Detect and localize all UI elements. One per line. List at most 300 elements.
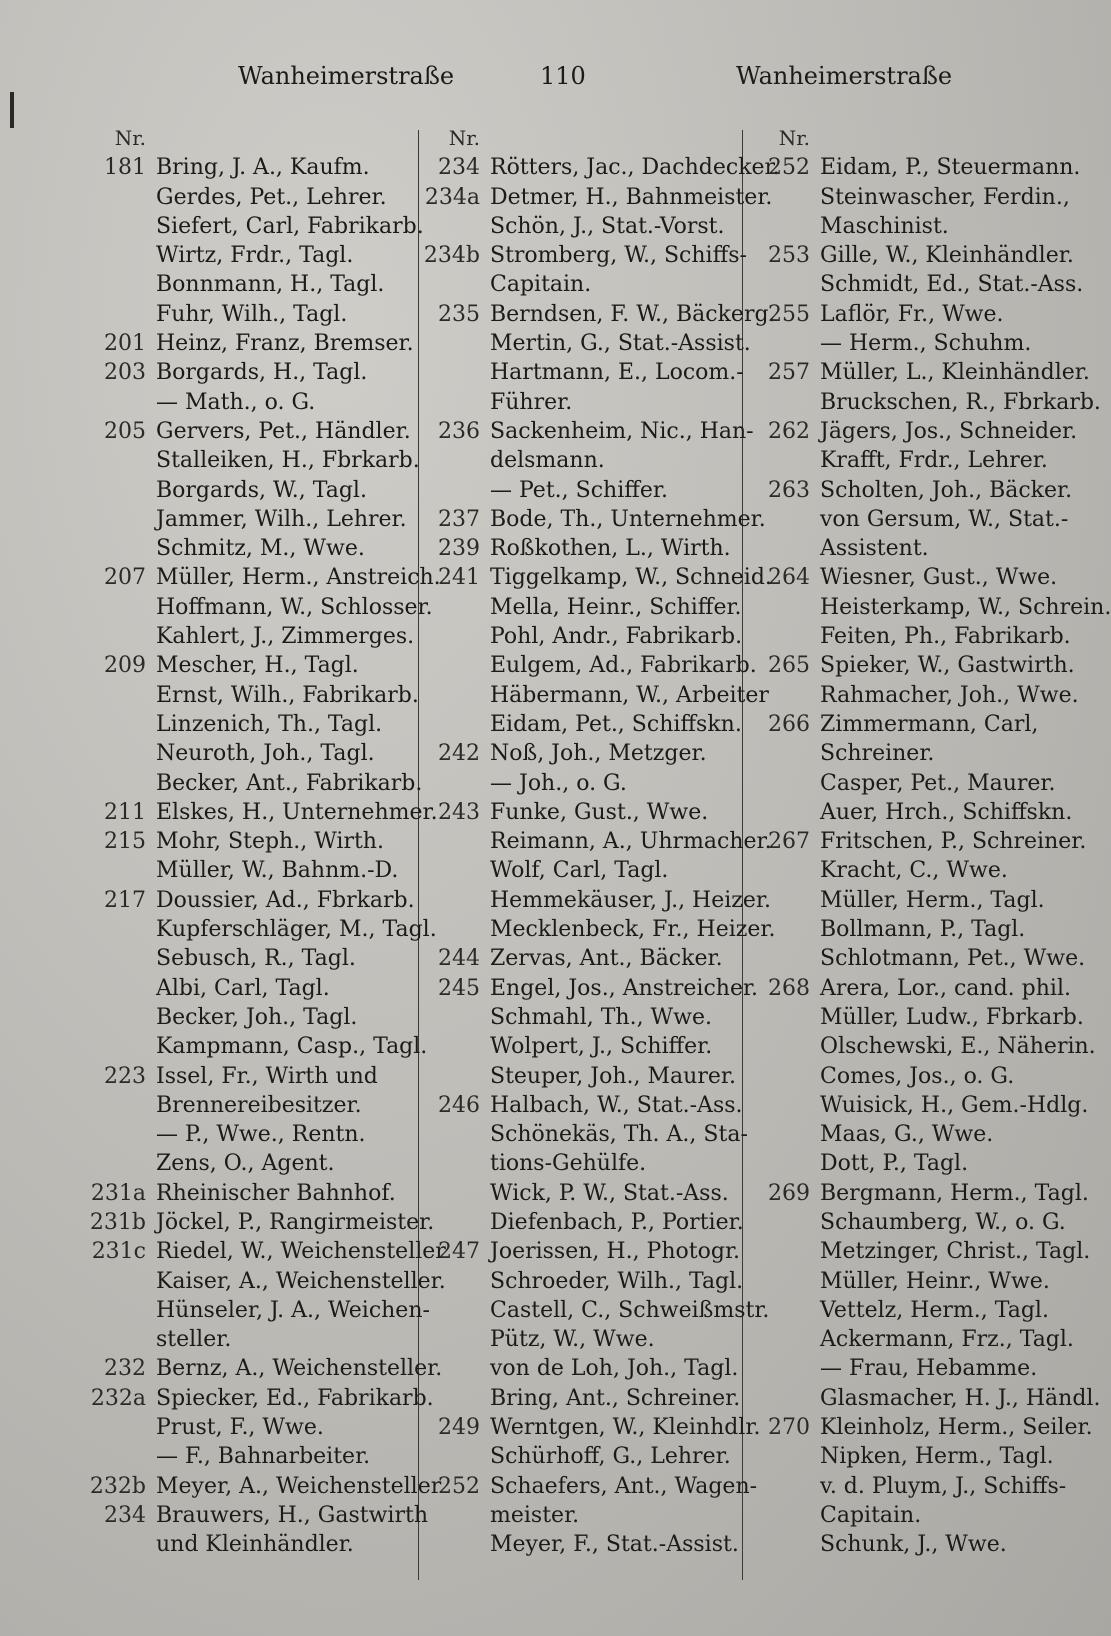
resident-entry: Schmitz, M., Wwe.: [156, 536, 365, 562]
directory-entry: [412, 1384, 742, 1413]
house-number: [742, 1296, 820, 1325]
directory-entry: [742, 944, 1086, 973]
resident-entry: Meyer, F., Stat.-Assist.: [490, 1532, 739, 1558]
house-number: [78, 1325, 156, 1354]
directory-entry: [742, 153, 1081, 182]
resident-entry: Nipken, Herm., Tagl.: [820, 1444, 1054, 1470]
house-number: 232b: [89, 1473, 146, 1499]
resident-entry: tions-Gehülfe.: [490, 1151, 647, 1177]
house-number: [742, 593, 820, 622]
directory-entry: [412, 769, 742, 798]
resident-entry: Feiten, Ph., Fabrikarb.: [820, 624, 1071, 650]
resident-entry: Issel, Fr., Wirth und: [156, 1063, 378, 1089]
house-number: [742, 1530, 820, 1559]
directory-entry: [78, 710, 413, 739]
page-number: 110: [540, 62, 586, 90]
directory-entry: [742, 476, 1073, 505]
house-number: 234: [438, 155, 480, 181]
resident-entry: Kupferschläger, M., Tagl.: [156, 917, 437, 943]
house-number: 249: [438, 1415, 480, 1441]
directory-entry: [742, 1032, 1096, 1061]
directory-entry: [412, 1091, 742, 1120]
directory-entry: [412, 1208, 742, 1237]
resident-entry: Zimmermann, Carl,: [820, 711, 1039, 737]
house-number: [412, 856, 490, 885]
directory-entry: [742, 1120, 1062, 1149]
house-number: [742, 1003, 820, 1032]
resident-entry: Bruckschen, R., Fbrkarb.: [820, 389, 1101, 415]
directory-entry: [412, 1501, 742, 1530]
resident-entry: Metzinger, Christ., Tagl.: [820, 1239, 1091, 1265]
directory-entry: [742, 1296, 1062, 1325]
resident-entry: von de Loh, Joh., Tagl.: [490, 1356, 739, 1382]
resident-entry: und Kleinhändler.: [156, 1532, 354, 1558]
house-number: 264: [768, 565, 810, 591]
directory-entry: [78, 856, 413, 885]
directory-entry: [742, 798, 1073, 827]
resident-entry: Eulgem, Ad., Fabrikarb.: [490, 653, 757, 679]
directory-column-1: [78, 124, 446, 1560]
house-number: 209: [104, 653, 146, 679]
resident-entry: Funke, Gust., Wwe.: [490, 799, 709, 825]
resident-entry: Casper, Pet., Maurer.: [820, 770, 1056, 796]
directory-entry: [78, 1208, 435, 1237]
resident-entry: Scholten, Joh., Bäcker.: [820, 477, 1073, 503]
resident-entry: Bring, J. A., Kaufm.: [156, 155, 370, 181]
resident-entry: Gille, W., Kleinhändler.: [820, 243, 1074, 269]
directory-entry: [742, 886, 1062, 915]
resident-entry: v. d. Pluym, J., Schiffs-: [820, 1473, 1067, 1499]
directory-entry: [412, 270, 742, 299]
resident-entry: Wolf, Carl, Tagl.: [490, 858, 669, 884]
house-number: 232a: [90, 1385, 146, 1411]
house-number: 205: [104, 418, 146, 444]
directory-entry: [412, 593, 742, 622]
header-street-left: Wanheimerstraße: [238, 62, 455, 90]
resident-entry: — Math., o. G.: [156, 389, 316, 415]
directory-entry: [78, 270, 413, 299]
resident-entry: — Frau, Hebamme.: [820, 1356, 1038, 1382]
resident-entry: Mertin, G., Stat.-Assist.: [490, 331, 751, 357]
house-number: [78, 270, 156, 299]
directory-entry: [78, 1325, 413, 1354]
resident-entry: Hartmann, E., Locom.-: [490, 360, 744, 386]
directory-entry: [742, 388, 1101, 417]
house-number: 268: [768, 975, 810, 1001]
house-number: 234b: [423, 243, 480, 269]
directory-entry: [742, 1472, 1067, 1501]
house-number: [78, 1296, 156, 1325]
resident-entry: Maschinist.: [820, 213, 949, 239]
house-number: [78, 1032, 156, 1061]
resident-entry: Noß, Joh., Metzger.: [490, 741, 707, 767]
resident-entry: Spiecker, Ed., Fabrikarb.: [156, 1385, 434, 1411]
directory-entry: [412, 505, 766, 534]
directory-entry: [742, 827, 1087, 856]
resident-entry: Schmidt, Ed., Stat.-Ass.: [820, 272, 1084, 298]
resident-entry: Capitain.: [820, 1502, 922, 1528]
resident-entry: Engel, Jos., Anstreicher.: [490, 975, 759, 1001]
directory-entry: [412, 915, 776, 944]
resident-entry: Häbermann, W., Arbeiter: [490, 682, 769, 708]
directory-entry: [78, 476, 413, 505]
house-number: [742, 944, 820, 973]
directory-entry: [412, 563, 772, 592]
directory-column-3: [742, 124, 1111, 1560]
directory-entry: [78, 1149, 413, 1178]
house-number: [742, 739, 820, 768]
resident-entry: Diefenbach, P., Portier.: [490, 1209, 744, 1235]
house-number: 217: [104, 887, 146, 913]
house-number: 252: [768, 155, 810, 181]
resident-entry: Schmahl, Th., Wwe.: [490, 1004, 713, 1030]
directory-entry: [412, 534, 742, 563]
house-number: [78, 1442, 156, 1471]
house-number: 266: [768, 711, 810, 737]
resident-entry: Kleinholz, Herm., Seiler.: [820, 1415, 1093, 1441]
directory-entry: [412, 358, 742, 387]
house-number: [412, 270, 490, 299]
resident-entry: Führer.: [490, 389, 573, 415]
house-number: [412, 446, 490, 475]
house-number: Nr.: [114, 126, 146, 150]
house-number: [78, 593, 156, 622]
house-number: [742, 1501, 820, 1530]
house-number: [412, 651, 490, 680]
house-number: [412, 827, 490, 856]
directory-entry: [78, 1296, 430, 1325]
directory-entry: [412, 827, 772, 856]
directory-entry: [742, 329, 1062, 358]
house-number: 201: [104, 331, 146, 357]
resident-entry: Schaefers, Ant., Wagen-: [490, 1473, 758, 1499]
house-number: 242: [438, 741, 480, 767]
house-number: [78, 212, 156, 241]
directory-entry: [78, 769, 423, 798]
resident-entry: Schönekäs, Th. A., Sta-: [490, 1122, 748, 1148]
resident-entry: Elskes, H., Unternehmer.: [156, 799, 438, 825]
resident-entry: Gerdes, Pet., Lehrer.: [156, 184, 387, 210]
directory-entry: [412, 886, 771, 915]
directory-entry: [742, 1413, 1093, 1442]
directory-entry: [742, 1091, 1089, 1120]
resident-entry: Detmer, H., Bahnmeister.: [490, 184, 773, 210]
resident-entry: Bollmann, P., Tagl.: [820, 917, 1026, 943]
resident-entry: Pohl, Andr., Fabrikarb.: [490, 624, 743, 650]
house-number: 241: [438, 565, 480, 591]
resident-entry: Eidam, P., Steuermann.: [820, 155, 1081, 181]
directory-entry: [742, 1501, 1062, 1530]
resident-entry: Fritschen, P., Schreiner.: [820, 829, 1087, 855]
directory-entry: [412, 944, 742, 973]
house-number: [412, 622, 490, 651]
house-number: [742, 183, 820, 212]
house-number: [742, 798, 820, 827]
resident-entry: Reimann, A., Uhrmacher.: [490, 829, 772, 855]
house-number: [78, 769, 156, 798]
resident-entry: Assistent.: [820, 536, 929, 562]
house-number: [742, 856, 820, 885]
column-header: [742, 124, 1062, 153]
house-number: [78, 388, 156, 417]
house-number: [742, 1208, 820, 1237]
directory-entry: [742, 446, 1062, 475]
resident-entry: Halbach, W., Stat.-Ass.: [490, 1092, 743, 1118]
resident-entry: Steuper, Joh., Maurer.: [490, 1063, 736, 1089]
house-number: [742, 681, 820, 710]
resident-entry: Heinz, Franz, Bremser.: [156, 331, 414, 357]
resident-entry: Arera, Lor., cand. phil.: [820, 975, 1071, 1001]
resident-entry: Vettelz, Herm., Tagl.: [820, 1297, 1049, 1323]
resident-entry: Rheinischer Bahnhof.: [156, 1180, 396, 1206]
resident-entry: Wuisick, H., Gem.-Hdlg.: [820, 1092, 1089, 1118]
directory-entry: [78, 651, 413, 680]
house-number: 269: [768, 1180, 810, 1206]
directory-entry: [742, 563, 1062, 592]
directory-entry: [412, 1267, 742, 1296]
house-number: 231c: [91, 1239, 146, 1265]
house-number: [742, 1237, 820, 1266]
house-number: 257: [768, 360, 810, 386]
house-number: 245: [438, 975, 480, 1001]
house-number: [412, 1179, 490, 1208]
resident-entry: Müller, Ludw., Fbrkarb.: [820, 1004, 1084, 1030]
house-number: 223: [104, 1063, 146, 1089]
directory-entry: [412, 798, 742, 827]
resident-entry: Riedel, W., Weichensteller: [156, 1239, 446, 1265]
resident-entry: Laflör, Fr., Wwe.: [820, 301, 1004, 327]
resident-entry: Müller, W., Bahnm.-D.: [156, 858, 399, 884]
resident-entry: Schön, J., Stat.-Vorst.: [490, 213, 725, 239]
house-number: 234: [104, 1502, 146, 1528]
house-number: [78, 1530, 156, 1559]
house-number: [742, 915, 820, 944]
house-number: [412, 1062, 490, 1091]
resident-entry: Tiggelkamp, W., Schneid.: [490, 565, 772, 591]
directory-entry: [78, 1179, 413, 1208]
house-number: [742, 1384, 820, 1413]
resident-entry: Maas, G., Wwe.: [820, 1122, 994, 1148]
resident-entry: Siefert, Carl, Fabrikarb.: [156, 213, 424, 239]
house-number: 252: [438, 1473, 480, 1499]
resident-entry: Kaiser, A., Weichensteller.: [156, 1268, 446, 1294]
directory-entry: [78, 358, 413, 387]
house-number: [412, 1267, 490, 1296]
resident-entry: Müller, Herm., Tagl.: [820, 887, 1045, 913]
directory-entry: [412, 974, 759, 1003]
resident-entry: Joerissen, H., Photogr.: [490, 1239, 741, 1265]
directory-entry: [412, 417, 754, 446]
house-number: [412, 1149, 490, 1178]
resident-entry: Mella, Heinr., Schiffer.: [490, 594, 742, 620]
house-number: [78, 915, 156, 944]
directory-entry: [742, 681, 1079, 710]
house-number: [412, 476, 490, 505]
directory-entry: [412, 1120, 748, 1149]
house-number: 207: [104, 565, 146, 591]
resident-entry: — P., Wwe., Rentn.: [156, 1122, 366, 1148]
house-number: [412, 1208, 490, 1237]
directory-entry: [742, 651, 1075, 680]
directory-entry: [78, 798, 438, 827]
house-number: [78, 241, 156, 270]
directory-entry: [742, 856, 1062, 885]
resident-entry: Mescher, H., Tagl.: [156, 653, 359, 679]
directory-entry: [78, 300, 413, 329]
resident-entry: Prust, F., Wwe.: [156, 1415, 324, 1441]
directory-entry: [412, 1325, 742, 1354]
directory-entry: [412, 300, 776, 329]
directory-entry: [742, 1384, 1101, 1413]
resident-entry: Bernz, A., Weichensteller.: [156, 1356, 443, 1382]
directory-entry: [742, 1325, 1074, 1354]
resident-entry: Stalleiken, H., Fbrkarb.: [156, 448, 420, 474]
resident-entry: Ernst, Wilh., Fabrikarb.: [156, 682, 419, 708]
resident-entry: Stromberg, W., Schiffs-: [490, 243, 747, 269]
directory-entry: [412, 1062, 742, 1091]
house-number: [742, 622, 820, 651]
directory-entry: [412, 1530, 742, 1559]
house-number: 244: [438, 946, 480, 972]
directory-entry: [742, 974, 1071, 1003]
directory-entry: [412, 1237, 742, 1266]
directory-entry: [78, 183, 413, 212]
resident-entry: Capitain.: [490, 272, 592, 298]
resident-entry: Albi, Carl, Tagl.: [156, 975, 330, 1001]
directory-entry: [78, 593, 433, 622]
directory-entry: [742, 1179, 1089, 1208]
house-number: 211: [104, 799, 146, 825]
column-header: [412, 124, 742, 153]
resident-entry: delsmann.: [490, 448, 605, 474]
resident-entry: Müller, Herm., Anstreich.: [156, 565, 441, 591]
house-number: [412, 915, 490, 944]
house-number: 255: [768, 301, 810, 327]
resident-entry: — Joh., o. G.: [490, 770, 627, 796]
directory-entry: [78, 974, 413, 1003]
resident-entry: Schroeder, Wilh., Tagl.: [490, 1268, 744, 1294]
resident-entry: [820, 124, 1062, 153]
directory-entry: [742, 241, 1074, 270]
house-number: [412, 1120, 490, 1149]
directory-entry: [78, 534, 413, 563]
house-number: [412, 329, 490, 358]
house-number: [78, 446, 156, 475]
directory-entry: [78, 1472, 442, 1501]
resident-entry: Müller, Heinr., Wwe.: [820, 1268, 1050, 1294]
house-number: [412, 358, 490, 387]
directory-entry: [78, 622, 413, 651]
house-number: [742, 1354, 820, 1383]
house-number: [78, 1120, 156, 1149]
resident-entry: Wick, P. W., Stat.-Ass.: [490, 1180, 729, 1206]
resident-entry: Rötters, Jac., Dachdecker.: [490, 155, 780, 181]
house-number: [412, 681, 490, 710]
directory-entry: [412, 1442, 742, 1471]
house-number: [412, 1442, 490, 1471]
directory-entry: [412, 1296, 770, 1325]
directory-entry: [412, 388, 742, 417]
resident-entry: Ackermann, Frz., Tagl.: [820, 1327, 1074, 1353]
house-number: [412, 886, 490, 915]
house-number: [78, 476, 156, 505]
house-number: 247: [438, 1239, 480, 1265]
house-number: 239: [438, 536, 480, 562]
resident-entry: Rahmacher, Joh., Wwe.: [820, 682, 1079, 708]
house-number: [742, 1325, 820, 1354]
directory-entry: [742, 1354, 1062, 1383]
directory-entry: [78, 417, 413, 446]
house-number: [742, 769, 820, 798]
resident-entry: Werntgen, W., Kleinhdlr.: [490, 1415, 761, 1441]
house-number: [742, 1032, 820, 1061]
house-number: [742, 505, 820, 534]
directory-entry: [742, 1208, 1066, 1237]
directory-entry: [412, 446, 742, 475]
directory-entry: [742, 1267, 1062, 1296]
house-number: [412, 1003, 490, 1032]
resident-entry: Jammer, Wilh., Lehrer.: [156, 506, 407, 532]
house-number: [742, 534, 820, 563]
directory-entry: [742, 1530, 1062, 1559]
directory-entry: [78, 505, 413, 534]
resident-entry: Jöckel, P., Rangirmeister.: [156, 1209, 435, 1235]
house-number: [742, 1120, 820, 1149]
directory-entry: [742, 739, 1062, 768]
directory-entry: [78, 446, 420, 475]
house-number: [742, 886, 820, 915]
house-number: Nr.: [778, 126, 810, 150]
resident-entry: Hemmekäuser, J., Heizer.: [490, 887, 771, 913]
resident-entry: Kampmann, Casp., Tagl.: [156, 1034, 428, 1060]
directory-column-2: [412, 124, 780, 1560]
resident-entry: Kracht, C., Wwe.: [820, 858, 1008, 884]
resident-entry: Wolpert, J., Schiffer.: [490, 1034, 713, 1060]
directory-entry: [78, 1120, 413, 1149]
directory-entry: [412, 212, 742, 241]
directory-entry: [412, 153, 780, 182]
house-number: [78, 944, 156, 973]
resident-entry: Schaumberg, W., o. G.: [820, 1209, 1066, 1235]
resident-entry: von Gersum, W., Stat.-: [820, 506, 1069, 532]
directory-entry: [412, 241, 747, 270]
resident-entry: Meyer, A., Weichensteller: [156, 1473, 442, 1499]
directory-entry: [742, 183, 1070, 212]
house-number: [412, 1354, 490, 1383]
house-number: 231a: [90, 1180, 146, 1206]
resident-entry: Zervas, Ant., Bäcker.: [490, 946, 723, 972]
resident-entry: Roßkothen, L., Wirth.: [490, 536, 731, 562]
directory-entry: [742, 1003, 1084, 1032]
house-number: [412, 1530, 490, 1559]
house-number: 235: [438, 301, 480, 327]
house-number: Nr.: [448, 126, 480, 150]
resident-entry: — F., Bahnarbeiter.: [156, 1444, 371, 1470]
resident-entry: Wiesner, Gust., Wwe.: [820, 565, 1058, 591]
page-header: [0, 62, 1072, 102]
house-number: 181: [104, 155, 146, 181]
house-number: [412, 1296, 490, 1325]
directory-entry: [78, 915, 437, 944]
resident-entry: [156, 124, 413, 153]
house-number: [412, 212, 490, 241]
directory-entry: [742, 622, 1071, 651]
directory-entry: [78, 1003, 413, 1032]
directory-entry: [78, 1091, 413, 1120]
resident-entry: Sackenheim, Nic., Han-: [490, 418, 754, 444]
house-number: [742, 1472, 820, 1501]
directory-entry: [742, 505, 1069, 534]
